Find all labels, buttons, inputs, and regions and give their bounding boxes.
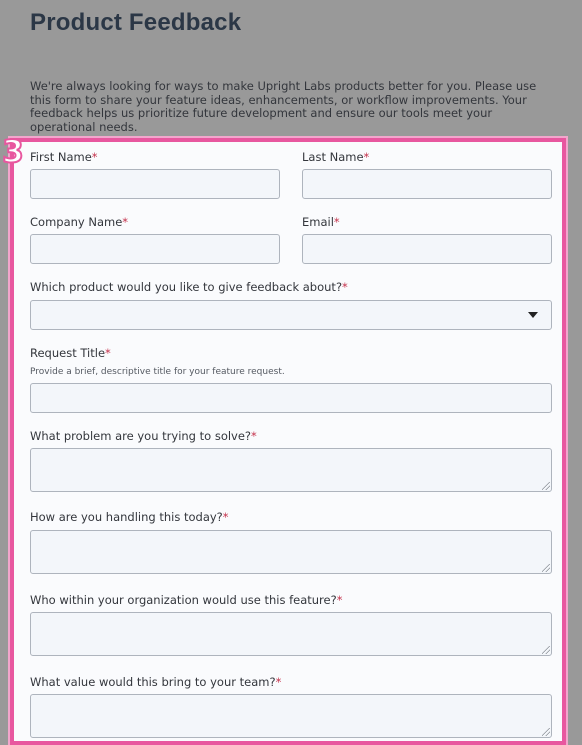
email-label-text: Email — [302, 215, 334, 229]
company-name-input[interactable] — [30, 234, 280, 264]
required-asterisk: * — [363, 150, 370, 164]
request-title-input[interactable] — [30, 383, 552, 413]
last-name-input[interactable] — [302, 169, 552, 199]
who-uses-label — [30, 593, 342, 607]
value-to-team-label-text: What value would this bring to your team? — [30, 675, 276, 689]
problem-textarea[interactable] — [30, 448, 552, 492]
last-name-label-text: Last Name — [302, 150, 364, 164]
product-label-text: Which product would you like to give feedback about? — [30, 280, 343, 294]
page-title: Product Feedback — [30, 9, 242, 36]
product-select[interactable] — [30, 300, 552, 330]
email-input[interactable] — [302, 234, 552, 264]
value-to-team-textarea[interactable] — [30, 694, 552, 738]
who-uses-label-text: Who within your organization would use this feature? — [30, 593, 337, 607]
who-uses-textarea[interactable] — [30, 612, 552, 656]
handling-textarea[interactable] — [30, 530, 552, 574]
product-label — [30, 280, 348, 294]
first-name-label-text: First Name — [30, 150, 92, 164]
resize-grip-icon[interactable] — [542, 646, 550, 654]
handling-label — [30, 510, 229, 524]
chevron-down-icon — [528, 312, 538, 318]
first-name-input[interactable] — [30, 169, 280, 199]
intro-text: We're always looking for ways to make Upright Labs products better for you. Please use this form to share your feature ideas, enhancements, or workflow improvements. Your feedback helps us prioritize future development and ensure our tools meet your operational needs. — [30, 79, 537, 134]
problem-label-text: What problem are you trying to solve? — [30, 429, 252, 443]
email-label — [302, 215, 340, 229]
required-asterisk: * — [122, 215, 129, 229]
required-asterisk: * — [222, 510, 229, 524]
request-title-label-text: Request Title — [30, 346, 106, 360]
step-number-badge: 3 — [2, 134, 24, 170]
required-asterisk: * — [105, 346, 111, 360]
required-asterisk: * — [275, 675, 282, 689]
company-name-label-text: Company Name — [30, 215, 123, 229]
value-to-team-label — [30, 675, 281, 689]
first-name-label — [30, 150, 98, 164]
required-asterisk: * — [333, 215, 340, 229]
required-asterisk: * — [342, 280, 348, 294]
problem-label — [30, 429, 257, 443]
last-name-label — [302, 150, 369, 164]
request-title-label — [30, 346, 111, 360]
resize-grip-icon[interactable] — [542, 482, 550, 490]
required-asterisk: * — [91, 150, 98, 164]
required-asterisk: * — [336, 593, 343, 607]
resize-grip-icon[interactable] — [542, 728, 550, 736]
request-title-hint: Provide a brief, descriptive title for your feature request. — [30, 367, 285, 377]
resize-grip-icon[interactable] — [542, 564, 550, 572]
required-asterisk: * — [251, 429, 257, 443]
feedback-form-highlight — [10, 138, 566, 745]
company-name-label — [30, 215, 128, 229]
handling-label-text: How are you handling this today? — [30, 510, 223, 524]
